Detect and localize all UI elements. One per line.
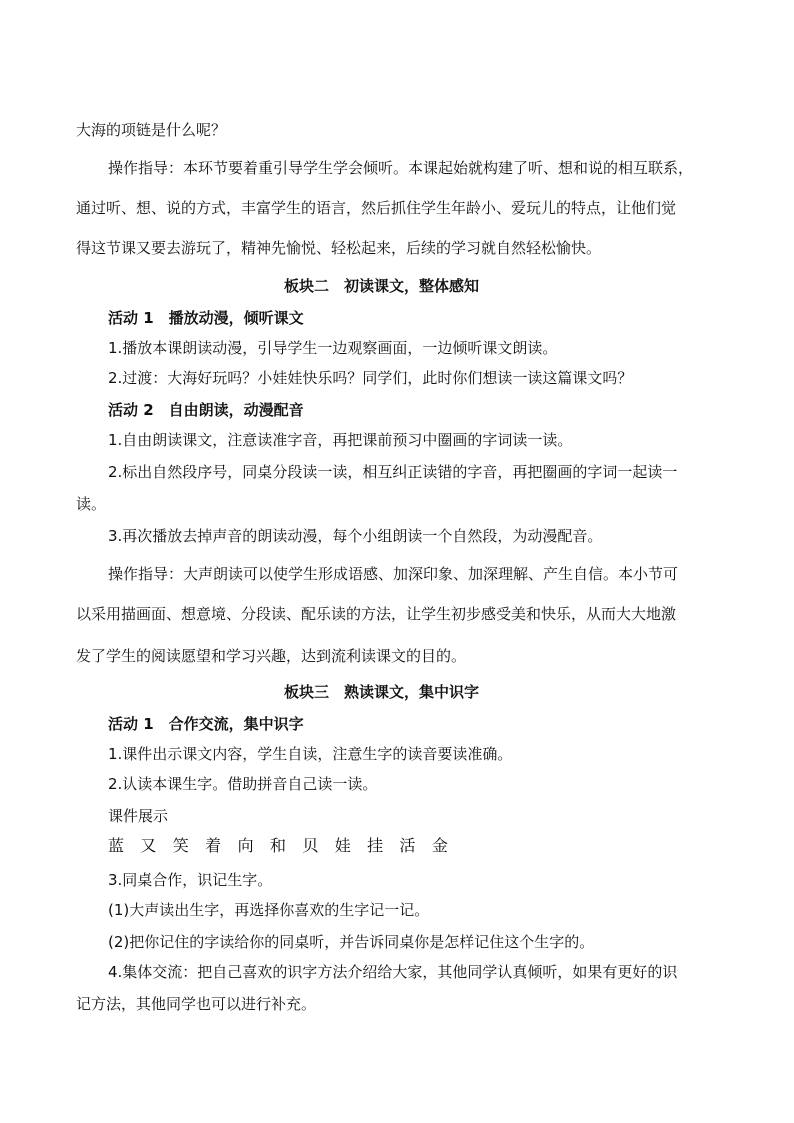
vocab-char: 娃 (334, 836, 351, 855)
text-line: 通过听、想、说的方式，丰富学生的语言，然后抓住学生年龄小、爱玩儿的特点，让他们觉 (76, 199, 677, 217)
activity-title: 活动 1 合作交流，集中识字 (108, 715, 304, 733)
text-line: 以采用描画面、想意境、分段读、配乐读的方法，让学生初步感受美和快乐，从而大大地激 (76, 605, 677, 623)
text-line: 读。 (76, 495, 107, 513)
text-line: 课件展示 (108, 807, 169, 825)
text-line: 1.播放本课朗读动漫，引导学生一边观察画面，一边倾听课文朗读。 (108, 339, 558, 357)
vocab-char: 着 (205, 836, 222, 855)
activity-title: 活动 1 播放动漫，倾听课文 (108, 309, 304, 327)
vocab-char: 笑 (172, 836, 189, 855)
text-line: 3.同桌合作，识记生字。 (108, 871, 273, 889)
text-line: (2)把你记住的字读给你的同桌听，并告诉同桌你是怎样记住这个生字的。 (108, 933, 595, 951)
vocab-char: 活 (399, 836, 416, 855)
vocab-char: 向 (237, 836, 254, 855)
vocab-char: 贝 (302, 836, 319, 855)
vocab-char: 金 (431, 836, 448, 855)
vocab-char: 蓝 (108, 836, 125, 855)
text-line: 3.再次播放去掉声音的朗读动漫，每个小组朗读一个自然段，为动漫配音。 (108, 527, 603, 545)
text-line: 操作指导：大声朗读可以使学生形成语感、加深印象、加深理解、产生自信。本小节可 (108, 565, 679, 583)
vocab-characters (108, 836, 448, 856)
text-line: 发了学生的阅读愿望和学习兴趣，达到流利读课文的目的。 (76, 647, 467, 665)
text-line: (1)大声读出生字，再选择你喜欢的生字记一记。 (108, 901, 430, 919)
text-line: 得这节课又要去游玩了，精神先愉悦、轻松起来，后续的学习就自然轻松愉快。 (76, 239, 602, 257)
vocab-char: 挂 (367, 836, 384, 855)
text-line: 记方法，其他同学也可以进行补充。 (76, 995, 317, 1013)
section-heading: 板块二 初读课文，整体感知 (284, 277, 480, 295)
vocab-char: 又 (140, 836, 157, 855)
text-line: 操作指导：本环节要着重引导学生学会倾听。本课起始就构建了听、想和说的相互联系， (108, 159, 694, 177)
text-line: 2.过渡：大海好玩吗？小娃娃快乐吗？同学们，此时你们想读一读这篇课文吗？ (108, 369, 633, 387)
vocab-char: 和 (269, 836, 286, 855)
text-line: 2.认读本课生字。借助拼音自己读一读。 (108, 775, 378, 793)
text-line: 1.课件出示课文内容，学生自读，注意生字的读音要读准确。 (108, 745, 513, 763)
text-line: 2.标出自然段序号，同桌分段读一读，相互纠正读错的字音，再把圈画的字词一起读一 (108, 463, 678, 481)
section-heading: 板块三 熟读课文，集中识字 (284, 683, 480, 701)
text-line: 4.集体交流：把自己喜欢的识字方法介绍给大家，其他同学认真倾听，如果有更好的识 (108, 963, 678, 981)
activity-title: 活动 2 自由朗读，动漫配音 (108, 401, 304, 419)
text-line: 1.自由朗读课文，注意读准字音，再把课前预习中圈画的字词读一读。 (108, 431, 573, 449)
text-line: 大海的项链是什么呢？ (76, 121, 227, 139)
